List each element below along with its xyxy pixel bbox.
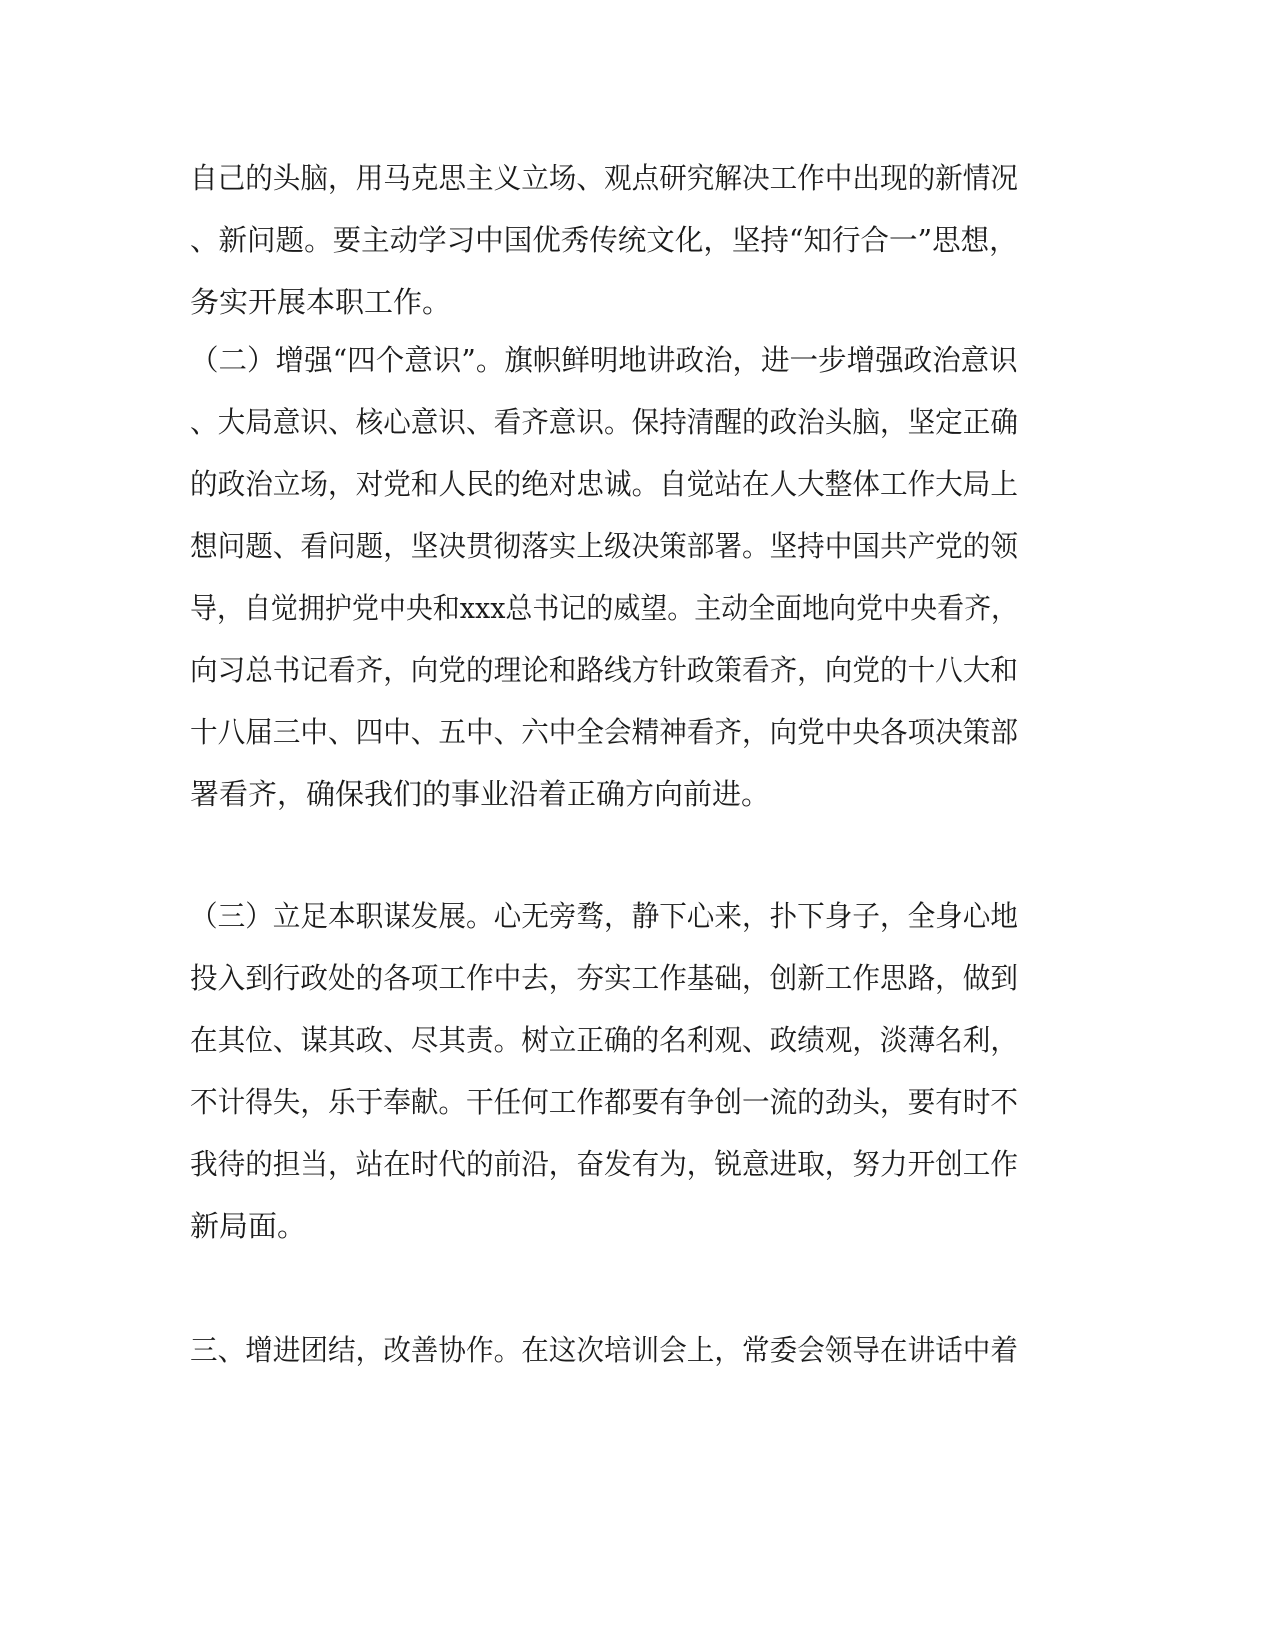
- text-line: （三）立足本职谋发展。心无旁骛，静下心来，扑下身子，全身心地: [190, 899, 1018, 933]
- text-line: 导，自觉拥护党中央和xxx总书记的威望。主动全面地向党中央看齐，: [190, 591, 1019, 625]
- text-line: （二）增强“四个意识”。旗帜鲜明地讲政治，进一步增强政治意识: [190, 343, 1018, 377]
- text-line: 、新问题。要主动学习中国优秀传统文化，坚持“知行合一”思想，: [190, 223, 1018, 257]
- text-line: 想问题、看问题，坚决贯彻落实上级决策部署。坚持中国共产党的领: [190, 529, 1018, 563]
- text-line: 自己的头脑，用马克思主义立场、观点研究解决工作中出现的新情况: [190, 161, 1018, 195]
- text-line: 三、增进团结，改善协作。在这次培训会上，常委会领导在讲话中着: [190, 1333, 1018, 1367]
- text-line: 向习总书记看齐，向党的理论和路线方针政策看齐，向党的十八大和: [190, 653, 1018, 687]
- text-line: 务实开展本职工作。: [190, 285, 452, 319]
- text-line: 署看齐，确保我们的事业沿着正确方向前进。: [190, 777, 771, 811]
- text-line: 在其位、谋其政、尽其责。树立正确的名利观、政绩观，淡薄名利，: [190, 1023, 1018, 1057]
- text-line: 投入到行政处的各项工作中去，夯实工作基础，创新工作思路，做到: [190, 961, 1018, 995]
- text-line: 我待的担当，站在时代的前沿，奋发有为，锐意进取，努力开创工作: [190, 1147, 1018, 1181]
- text-line: 不计得失，乐于奉献。干任何工作都要有争创一流的劲头，要有时不: [190, 1085, 1018, 1119]
- text-line: 新局面。: [190, 1209, 307, 1243]
- text-line: 、大局意识、核心意识、看齐意识。保持清醒的政治头脑，坚定正确: [190, 405, 1018, 439]
- text-line: 的政治立场，对党和人民的绝对忠诚。自觉站在人大整体工作大局上: [190, 467, 1018, 501]
- text-line: 十八届三中、四中、五中、六中全会精神看齐，向党中央各项决策部: [190, 715, 1018, 749]
